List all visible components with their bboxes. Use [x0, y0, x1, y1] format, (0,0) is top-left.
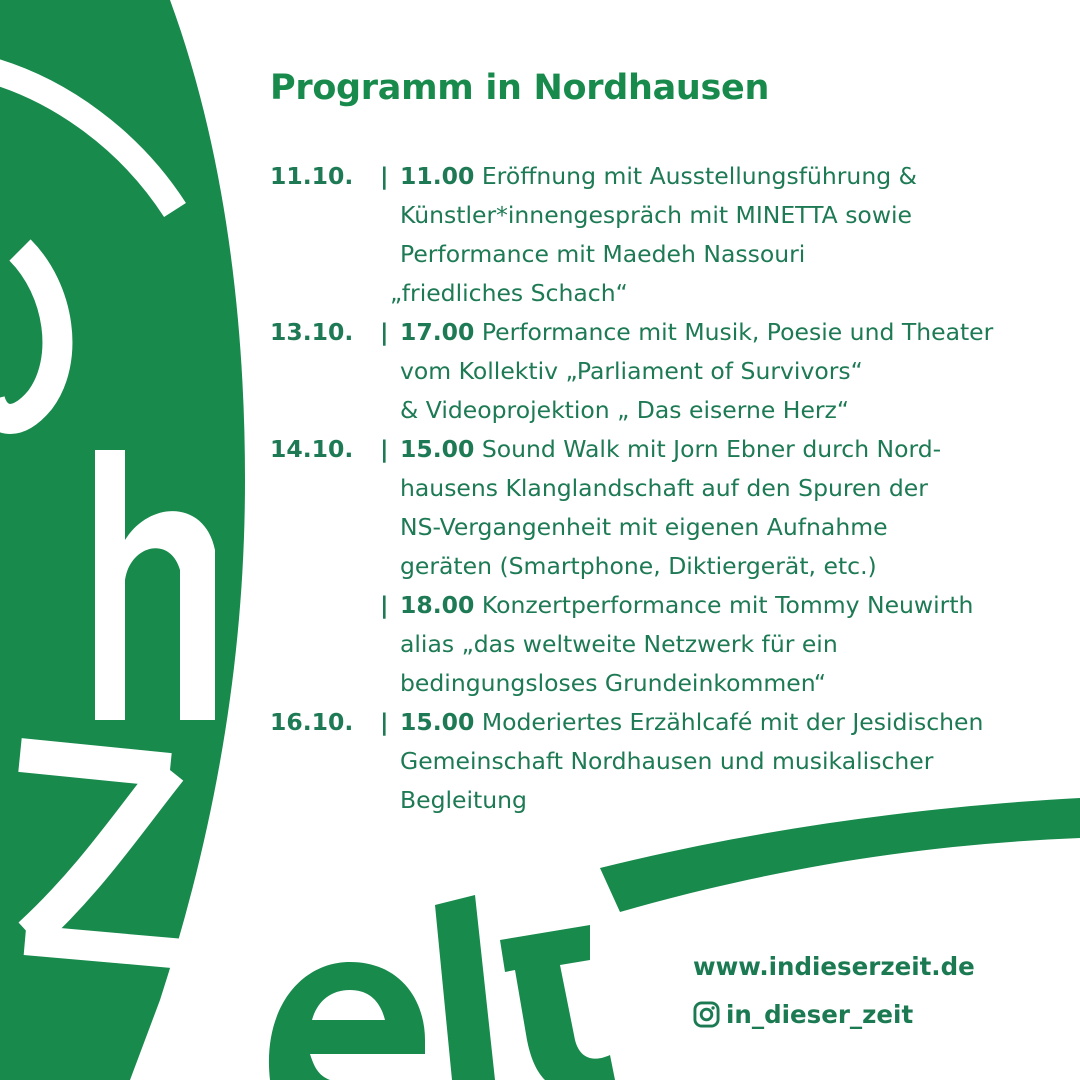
- program-entry: [270, 586, 1070, 703]
- entry-time: 18.00: [400, 591, 475, 619]
- entry-description-cont: „friedliches Schach“: [390, 279, 628, 307]
- entry-description: Konzertperformance mit Tommy Neuwirth: [481, 591, 974, 619]
- entry-time: 15.00: [400, 708, 475, 736]
- program-list: [270, 157, 1070, 820]
- entry-description-cont: Gemeinschaft Nordhausen und musikalischer: [400, 747, 934, 775]
- entry-details: [380, 703, 1070, 820]
- instagram-icon: [693, 1001, 720, 1028]
- website-link[interactable]: www.indieserzeit.de: [693, 952, 975, 981]
- program-entry: [270, 157, 1070, 313]
- entry-description-cont: alias „das weltweite Netzwerk für ein: [400, 630, 838, 658]
- entry-details: [380, 157, 1070, 313]
- entry-description-cont: Künstler*innengespräch mit MINETTA sowie: [400, 201, 913, 229]
- entry-description: Performance mit Musik, Poesie und Theater: [481, 318, 994, 346]
- program-entry: [270, 313, 1070, 430]
- program-entry: [270, 703, 1070, 820]
- entry-description-cont: bedingungsloses Grundeinkommen“: [400, 669, 827, 697]
- entry-description-cont: NS-Vergangenheit mit eigenen Aufnahme: [400, 513, 888, 541]
- separator-bar: |: [380, 435, 389, 463]
- entry-description-cont: Begleitung: [400, 786, 527, 814]
- instagram-handle-text: in_dieser_zeit: [726, 1000, 914, 1029]
- entry-date: 13.10.: [270, 318, 354, 346]
- entry-date: 11.10.: [270, 162, 354, 190]
- separator-bar: |: [380, 162, 389, 190]
- white-stroke-z-top: [20, 755, 170, 770]
- entry-time: 17.00: [400, 318, 475, 346]
- separator-bar: |: [380, 708, 389, 736]
- separator-bar: |: [380, 318, 389, 346]
- white-stroke-z-bottom: [25, 940, 195, 955]
- entry-date: 14.10.: [270, 435, 354, 463]
- entry-description-cont: Performance mit Maedeh Nassouri: [400, 240, 806, 268]
- entry-description: Sound Walk mit Jorn Ebner durch Nord-: [481, 435, 942, 463]
- page-title: Programm in Nordhausen: [270, 68, 770, 108]
- entry-description-cont: & Videoprojektion „ Das eiserne Herz“: [400, 396, 850, 424]
- entry-details: [380, 313, 1070, 430]
- entry-time: 11.00: [400, 162, 475, 190]
- logo-letter-e: [269, 962, 425, 1080]
- program-entry: [270, 430, 1070, 586]
- entry-description-cont: vom Kollektiv „Parliament of Survivors“: [400, 357, 863, 385]
- entry-details: [380, 586, 1070, 703]
- logo-wordmark-eit: [269, 895, 615, 1080]
- entry-date: 16.10.: [270, 708, 354, 736]
- separator-bar: |: [380, 591, 389, 619]
- entry-description-cont: hausens Klanglandschaft auf den Spuren der: [400, 474, 928, 502]
- instagram-handle[interactable]: [693, 1000, 913, 1029]
- entry-description: Moderiertes Erzählcafé mit der Jesidischen: [481, 708, 984, 736]
- entry-details: [380, 430, 1070, 586]
- entry-description-cont: geräten (Smartphone, Diktiergerät, etc.): [400, 552, 877, 580]
- entry-time: 15.00: [400, 435, 475, 463]
- logo-letter-i: [435, 895, 495, 1080]
- logo-letter-t: [500, 925, 615, 1080]
- entry-description: Eröffnung mit Ausstellungsführung &: [481, 162, 917, 190]
- entry-date: [270, 586, 380, 703]
